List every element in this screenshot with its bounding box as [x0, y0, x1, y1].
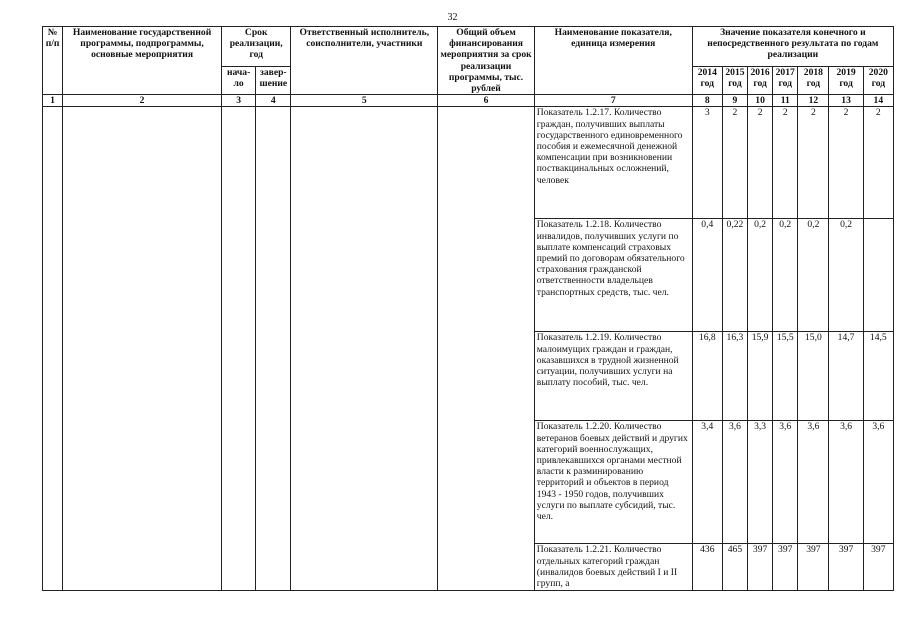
value-cell: 397 [773, 544, 798, 591]
empty-cell [222, 107, 256, 591]
value-cell [863, 219, 893, 332]
column-number: 4 [256, 95, 291, 107]
column-number: 14 [863, 95, 893, 107]
value-cell: 2 [748, 107, 773, 219]
value-cell: 0,2 [829, 219, 863, 332]
header-year: 2014 год [692, 67, 722, 95]
empty-cell [291, 107, 438, 591]
header-year: 2015 год [722, 67, 747, 95]
header-year: 2017 год [773, 67, 798, 95]
header-indicator: Наименование показателя, единица измерения [534, 27, 692, 95]
page-number: 32 [447, 12, 458, 23]
value-cell: 14,7 [829, 332, 863, 421]
value-cell: 3,6 [863, 421, 893, 544]
value-cell: 2 [798, 107, 829, 219]
empty-cell [438, 107, 535, 591]
value-cell: 3,6 [798, 421, 829, 544]
column-number: 7 [534, 95, 692, 107]
header-values-by-year: Значение показателя конечного и непосредственного результата по годам реализации [692, 27, 893, 67]
value-cell: 0,22 [722, 219, 747, 332]
header-year: 2016 год [748, 67, 773, 95]
column-number: 12 [798, 95, 829, 107]
value-cell: 2 [722, 107, 747, 219]
column-number: 6 [438, 95, 535, 107]
column-number-row [43, 95, 894, 107]
header-executor: Ответственный исполнитель, соисполнители, участники [291, 27, 438, 95]
column-number: 1 [43, 95, 63, 107]
value-cell: 3,6 [773, 421, 798, 544]
indicator-cell: Показатель 1.2.19. Количество малоимущих граждан и граждан, оказавшихся в трудной жизненной ситуации, получивших услуги на выплату пособий, тыс. чел. [534, 332, 692, 421]
value-cell: 397 [863, 544, 893, 591]
header-end: завер-шение [256, 67, 291, 95]
value-cell: 3,6 [722, 421, 747, 544]
value-cell: 0,2 [798, 219, 829, 332]
value-cell: 0,2 [773, 219, 798, 332]
column-number: 10 [748, 95, 773, 107]
empty-cell [256, 107, 291, 591]
value-cell: 16,8 [692, 332, 722, 421]
value-cell: 0,4 [692, 219, 722, 332]
program-indicators-table [42, 26, 894, 591]
header-year: 2019 год [829, 67, 863, 95]
column-number: 8 [692, 95, 722, 107]
indicator-cell: Показатель 1.2.21. Количество отдельных категорий граждан (инвалидов боевых действий I и II групп, а [534, 544, 692, 591]
indicator-cell: Показатель 1.2.17. Количество граждан, получивших выплаты государственного единовременного пособия и ежемесячной денежной компенсации при возникновении поствакцинальных осложнений, человек [534, 107, 692, 219]
indicator-cell: Показатель 1.2.18. Количество инвалидов, получивших услуги по выплате компенсаций страховых премий по договорам обязательного страхования гражданской ответственности владельцев транспортных средств, тыс. чел. [534, 219, 692, 332]
value-cell: 15,9 [748, 332, 773, 421]
table-row [43, 107, 894, 219]
column-number: 5 [291, 95, 438, 107]
value-cell: 465 [722, 544, 747, 591]
empty-cell [43, 107, 63, 591]
header-term: Срок реализации, год [222, 27, 291, 67]
value-cell: 14,5 [863, 332, 893, 421]
value-cell: 2 [829, 107, 863, 219]
value-cell: 0,2 [748, 219, 773, 332]
value-cell: 3 [692, 107, 722, 219]
header-number: № п/п [43, 27, 63, 95]
value-cell: 15,0 [798, 332, 829, 421]
header-start: нача-ло [222, 67, 256, 95]
value-cell: 397 [748, 544, 773, 591]
column-number: 2 [63, 95, 222, 107]
value-cell: 2 [773, 107, 798, 219]
column-number: 9 [722, 95, 747, 107]
value-cell: 436 [692, 544, 722, 591]
header-year: 2020 год [863, 67, 893, 95]
empty-cell [63, 107, 222, 591]
header-financing-volume: Общий объем финансирования мероприятия за срок реализации программы, тыс. рублей [438, 27, 535, 95]
column-number: 3 [222, 95, 256, 107]
header-program-name: Наименование государственной программы, подпрограммы, основные мероприятия [63, 27, 222, 95]
header-year: 2018 год [798, 67, 829, 95]
value-cell: 397 [798, 544, 829, 591]
column-number: 11 [773, 95, 798, 107]
column-number: 13 [829, 95, 863, 107]
value-cell: 3,4 [692, 421, 722, 544]
value-cell: 397 [829, 544, 863, 591]
value-cell: 2 [863, 107, 893, 219]
value-cell: 15,5 [773, 332, 798, 421]
value-cell: 3,3 [748, 421, 773, 544]
indicator-cell: Показатель 1.2.20. Количество ветеранов боевых действий и других категорий военнослужащих, привлекавшихся органами местной власти к разминированию территорий и объектов в период 1943 - 1950 годов, получивших услуги по выплате субсидий, тыс. чел. [534, 421, 692, 544]
value-cell: 16,3 [722, 332, 747, 421]
value-cell: 3,6 [829, 421, 863, 544]
